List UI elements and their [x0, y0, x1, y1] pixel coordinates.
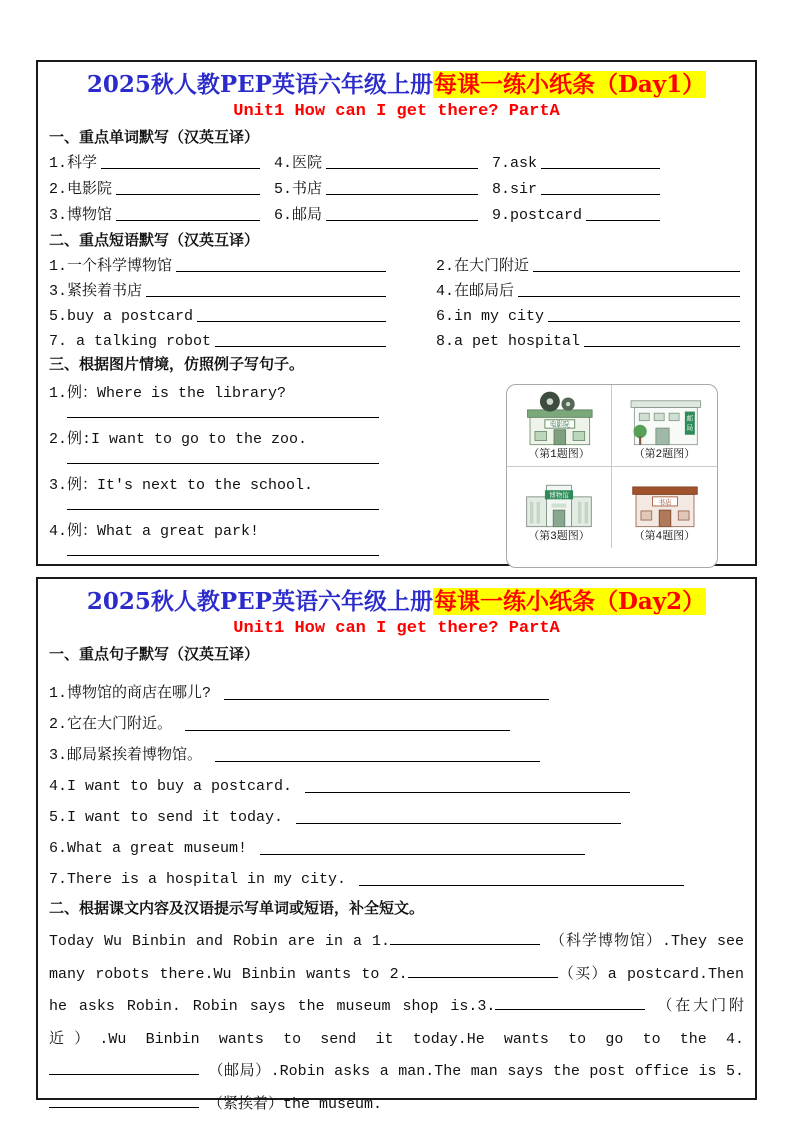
- answer-line: [548, 321, 740, 322]
- answer-line: [541, 168, 660, 169]
- sentence-label: 6.What a great museum!: [49, 840, 248, 857]
- word-item: [492, 207, 744, 224]
- day1-section3: [49, 382, 744, 568]
- cinema-building-icon: [512, 390, 606, 448]
- sentence-item: [49, 703, 744, 734]
- example-label: 2.例:I want to go to the zoo.: [49, 431, 308, 448]
- sentence-item: [49, 796, 744, 827]
- picture-grid: [507, 385, 717, 548]
- picture-cell-3: [507, 467, 612, 548]
- phrase-item: [436, 308, 744, 325]
- phrase-item: [436, 283, 744, 300]
- example-item: [49, 384, 506, 418]
- passage-text: （科学博物馆）.They see many robots there.Wu Binbin wants to 2.: [49, 933, 745, 983]
- answer-line: [541, 194, 660, 195]
- day1-section1-heading: 一、重点单词默写（汉英互译）: [49, 130, 260, 147]
- phrase-label: 7. a talking robot: [49, 333, 212, 350]
- phrase-label: 2.在大门附近: [436, 258, 530, 275]
- answer-line: [518, 296, 740, 297]
- picture-cell-2: [612, 385, 717, 467]
- answer-line: [215, 346, 386, 347]
- word-item: [49, 207, 274, 224]
- svg-text:局: 局: [686, 423, 693, 432]
- day1-title: [49, 70, 744, 100]
- cloze-blank-5: [49, 1105, 199, 1108]
- word-label: 7.ask: [492, 155, 538, 172]
- answer-line: [586, 220, 660, 221]
- example-sentences: [49, 382, 506, 568]
- svg-text:邮: 邮: [686, 414, 693, 423]
- bookstore-building-icon: [618, 472, 712, 530]
- word-label: 6.邮局: [274, 207, 323, 224]
- word-label: 9.postcard: [492, 207, 583, 224]
- day1-word-grid: [49, 155, 744, 224]
- passage-text: （紧挨着）the museum.: [199, 1095, 383, 1113]
- sentence-label: 4.I want to buy a postcard.: [49, 778, 293, 795]
- answer-line: [326, 220, 478, 221]
- word-item: [274, 207, 492, 224]
- answer-line: [197, 321, 386, 322]
- answer-line: [224, 699, 549, 700]
- word-item: [492, 155, 744, 172]
- picture-caption: （第1题图）: [528, 449, 590, 461]
- day2-subtitle: Unit1 How can I get there? PartA: [233, 619, 560, 638]
- example-label: 4.例：What a great park!: [49, 523, 260, 540]
- day1-title-prefix: 2025秋人教PEP英语六年级上册: [86, 71, 433, 98]
- answer-line: [116, 220, 260, 221]
- phrase-label: 3.紧挨着书店: [49, 283, 143, 300]
- answer-line: [533, 271, 740, 272]
- answer-line: [146, 296, 386, 297]
- day1-phrase-grid: [49, 258, 744, 350]
- word-label: 3.博物馆: [49, 207, 113, 224]
- day2-section1-heading: 一、重点句子默写（汉英互译）: [49, 647, 260, 664]
- phrase-item: [436, 258, 744, 275]
- cloze-blank-1: [390, 942, 540, 945]
- svg-text:电影院: 电影院: [549, 420, 570, 429]
- phrase-item: [49, 283, 436, 300]
- day2-title-prefix: 2025秋人教PEP英语六年级上册: [86, 588, 433, 615]
- picture-cell-4: [612, 467, 717, 548]
- example-item: [49, 430, 506, 464]
- answer-line: [67, 463, 379, 464]
- answer-line: [116, 194, 260, 195]
- cloze-blank-2: [408, 975, 558, 978]
- day1-section3-heading: 三、根据图片情境，仿照例子写句子。: [49, 357, 305, 374]
- phrase-label: 5.buy a postcard: [49, 308, 194, 325]
- word-label: 1.科学: [49, 155, 98, 172]
- answer-line: [305, 792, 630, 793]
- sentence-label: 1.博物馆的商店在哪儿?: [49, 685, 212, 702]
- sentence-item: [49, 672, 744, 703]
- day2-worksheet-card: [36, 577, 757, 1113]
- passage-text: （买）a postcard.Then he asks Robin. Robin says the museum shop is.3.: [49, 965, 744, 1015]
- answer-line: [67, 417, 379, 418]
- day1-subtitle: Unit1 How can I get there? PartA: [233, 102, 560, 121]
- day1-title-highlight: 每课一练小纸条（Day1）: [433, 71, 706, 98]
- example-label: 1.例：Where is the library?: [49, 385, 287, 402]
- day1-section2-heading: 二、重点短语默写（汉英互译）: [49, 233, 260, 250]
- picture-caption: （第2题图）: [633, 449, 696, 461]
- cloze-blank-3: [495, 1007, 645, 1010]
- passage-text: （在大门附近）.Wu Binbin wants to send it today.He wants to go to the 4.: [49, 998, 744, 1048]
- answer-line: [359, 885, 684, 886]
- phrase-item: [49, 333, 436, 350]
- picture-cell-1: [507, 385, 612, 467]
- phrase-label: 1.一个科学博物馆: [49, 258, 173, 275]
- answer-line: [296, 823, 621, 824]
- picture-panel: [506, 384, 718, 568]
- day2-title-highlight: 每课一练小纸条（Day2）: [433, 588, 706, 615]
- word-item: [49, 181, 274, 198]
- day2-title: [49, 587, 744, 617]
- word-item: [492, 181, 744, 198]
- word-label: 2.电影院: [49, 181, 113, 198]
- word-label: 8.sir: [492, 181, 538, 198]
- answer-line: [260, 854, 585, 855]
- sentence-label: 2.它在大门附近。: [49, 716, 173, 733]
- phrase-label: 4.在邮局后: [436, 283, 515, 300]
- sentence-item: [49, 734, 744, 765]
- sentence-item: [49, 765, 744, 796]
- answer-line: [326, 168, 478, 169]
- sentence-label: 3.邮局紧挨着博物馆。: [49, 747, 203, 764]
- phrase-label: 6.in my city: [436, 308, 545, 325]
- answer-line: [215, 761, 540, 762]
- passage-text: （邮局）.Robin asks a man.The man says the post office is 5.: [199, 1063, 744, 1080]
- svg-text:书店: 书店: [657, 498, 672, 507]
- answer-line: [185, 730, 510, 731]
- post-office-building-icon: [618, 390, 712, 448]
- day1-worksheet-card: [36, 60, 757, 566]
- example-item: [49, 522, 506, 556]
- phrase-item: [49, 258, 436, 275]
- example-item: [49, 476, 506, 510]
- answer-line: [67, 555, 379, 556]
- day2-section2-heading: 二、根据课文内容及汉语提示写单词或短语，补全短文。: [49, 901, 425, 918]
- word-label: 4.医院: [274, 155, 323, 172]
- sentence-item: [49, 827, 744, 858]
- museum-building-icon: [512, 472, 606, 530]
- example-label: 3.例：It's next to the school.: [49, 477, 314, 494]
- phrase-item: [49, 308, 436, 325]
- passage-text: Today Wu Binbin and Robin are in a 1.: [49, 933, 391, 950]
- picture-caption: （第3题图）: [528, 531, 590, 543]
- word-item: [49, 155, 274, 172]
- svg-text:博物馆: 博物馆: [549, 491, 569, 500]
- word-item: [274, 155, 492, 172]
- phrase-item: [436, 333, 744, 350]
- sentence-label: 7.There is a hospital in my city.: [49, 871, 347, 888]
- phrase-label: 8.a pet hospital: [436, 333, 581, 350]
- answer-line: [326, 194, 478, 195]
- sentence-label: 5.I want to send it today.: [49, 809, 284, 826]
- answer-line: [584, 346, 740, 347]
- cloze-blank-4: [49, 1072, 199, 1075]
- word-label: 5.书店: [274, 181, 323, 198]
- picture-caption: （第4题图）: [633, 531, 696, 543]
- answer-line: [67, 509, 379, 510]
- answer-line: [101, 168, 260, 169]
- answer-line: [176, 271, 386, 272]
- cloze-passage: [49, 926, 744, 1121]
- sentence-item: [49, 858, 744, 889]
- word-item: [274, 181, 492, 198]
